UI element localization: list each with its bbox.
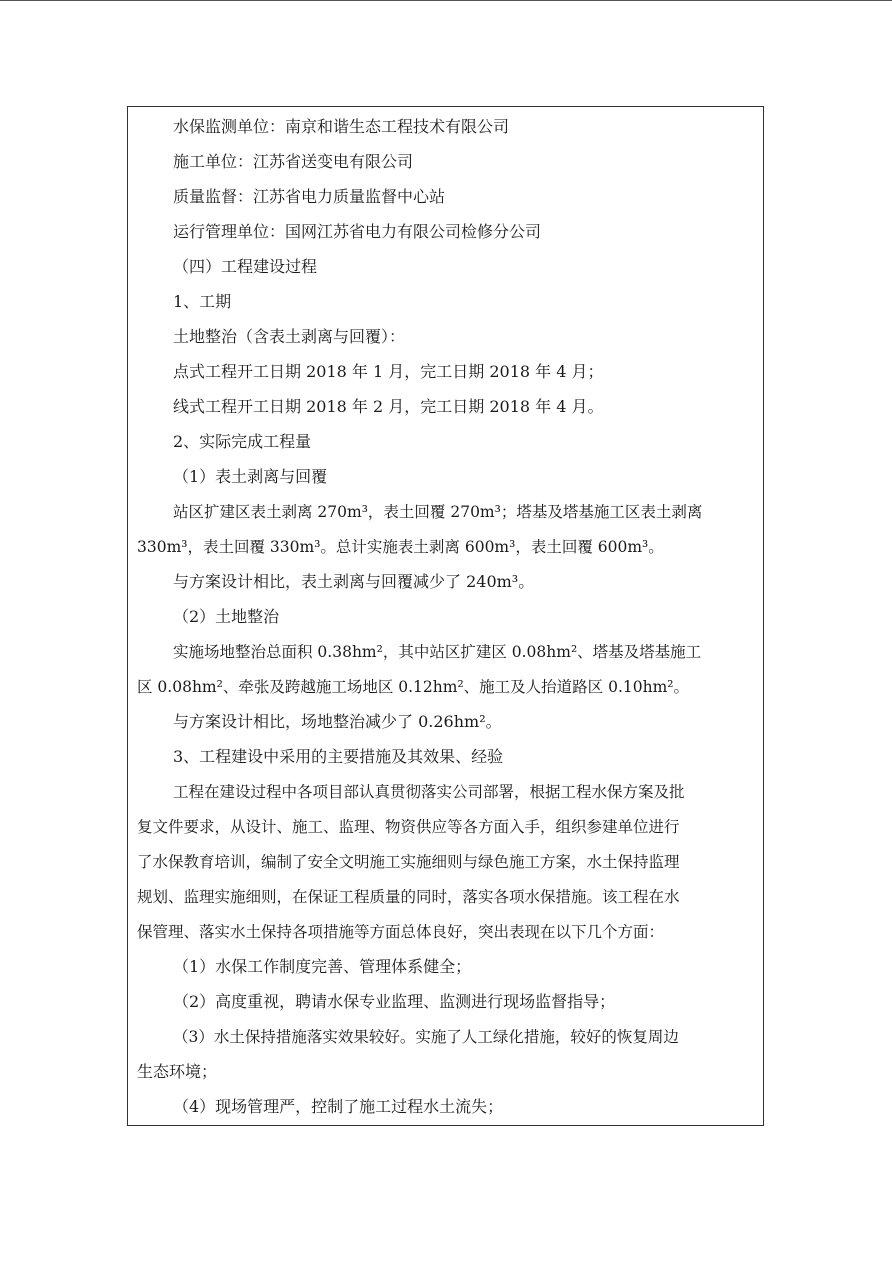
subsection-heading: 3、工程建设中采用的主要措施及其效果、经验 (173, 747, 504, 766)
text-line: 点式工程开工日期 2018 年 1 月，完工日期 2018 年 4 月； (173, 362, 604, 381)
subsection-heading: 1、工期 (173, 292, 232, 311)
text-line: 生态环境； (137, 1062, 218, 1081)
text-line: 施工单位：江苏省送变电有限公司 (173, 152, 414, 171)
list-item: （3）水土保持措施落实效果较好。实施了人工绿化措施，较好的恢复周边 (173, 1028, 679, 1046)
section-heading: （四）工程建设过程 (173, 257, 318, 276)
top-rule (0, 0, 892, 1)
list-item: （2）高度重视，聘请水保专业监理、监测进行现场监督指导； (173, 992, 616, 1011)
text-line: 实施场地整治总面积 0.38hm²，其中站区扩建区 0.08hm²、塔基及塔基施工 (173, 643, 702, 661)
text-line: 与方案设计相比，场地整治减少了 0.26hm²。 (173, 712, 502, 731)
subsection-heading: 2、实际完成工程量 (173, 432, 312, 451)
text-line: 了水保教育培训，编制了安全文明施工实施细则与绿色施工方案，水土保持监理 (137, 853, 680, 871)
item-heading: （2）土地整治 (173, 607, 280, 626)
text-line: 水保监测单位：南京和谐生态工程技术有限公司 (173, 117, 510, 136)
text-line: 330m³，表土回覆 330m³。总计实施表土剥离 600m³，表土回覆 600m³。 (137, 538, 664, 556)
text-line: 站区扩建区表土剥离 270m³，表土回覆 270m³；塔基及塔基施工区表土剥离 (173, 503, 703, 521)
item-heading: （1）表土剥离与回覆 (173, 467, 328, 486)
text-line: 规划、监理实施细则，在保证工程质量的同时，落实各项水保措施。该工程在水 (137, 888, 680, 906)
text-line: 与方案设计相比，表土剥离与回覆减少了 240m³。 (173, 572, 535, 591)
text-line: 运行管理单位：国网江苏省电力有限公司检修分公司 (173, 222, 542, 241)
text-line: 线式工程开工日期 2018 年 2 月，完工日期 2018 年 4 月。 (173, 397, 604, 416)
text-line: 区 0.08hm²、牵张及跨越施工场地区 0.12hm²、施工及人抬道路区 0.10hm²。 (137, 678, 689, 696)
text-line: 工程在建设过程中各项目部认真贯彻落实公司部署，根据工程水保方案及批 (173, 783, 685, 801)
text-line: 保管理、落实水土保持各项措施等方面总体良好，突出表现在以下几个方面： (137, 923, 665, 941)
text-line: 复文件要求，从设计、施工、监理、物资供应等各方面入手，组织参建单位进行 (137, 818, 680, 836)
list-item: （1）水保工作制度完善、管理体系健全； (173, 957, 472, 976)
text-line: 土地整治（含表土剥离与回覆）： (173, 327, 406, 346)
text-line: 质量监督：江苏省电力质量监督中心站 (173, 187, 446, 206)
list-item: （4）现场管理严，控制了施工过程水土流失； (173, 1097, 504, 1116)
